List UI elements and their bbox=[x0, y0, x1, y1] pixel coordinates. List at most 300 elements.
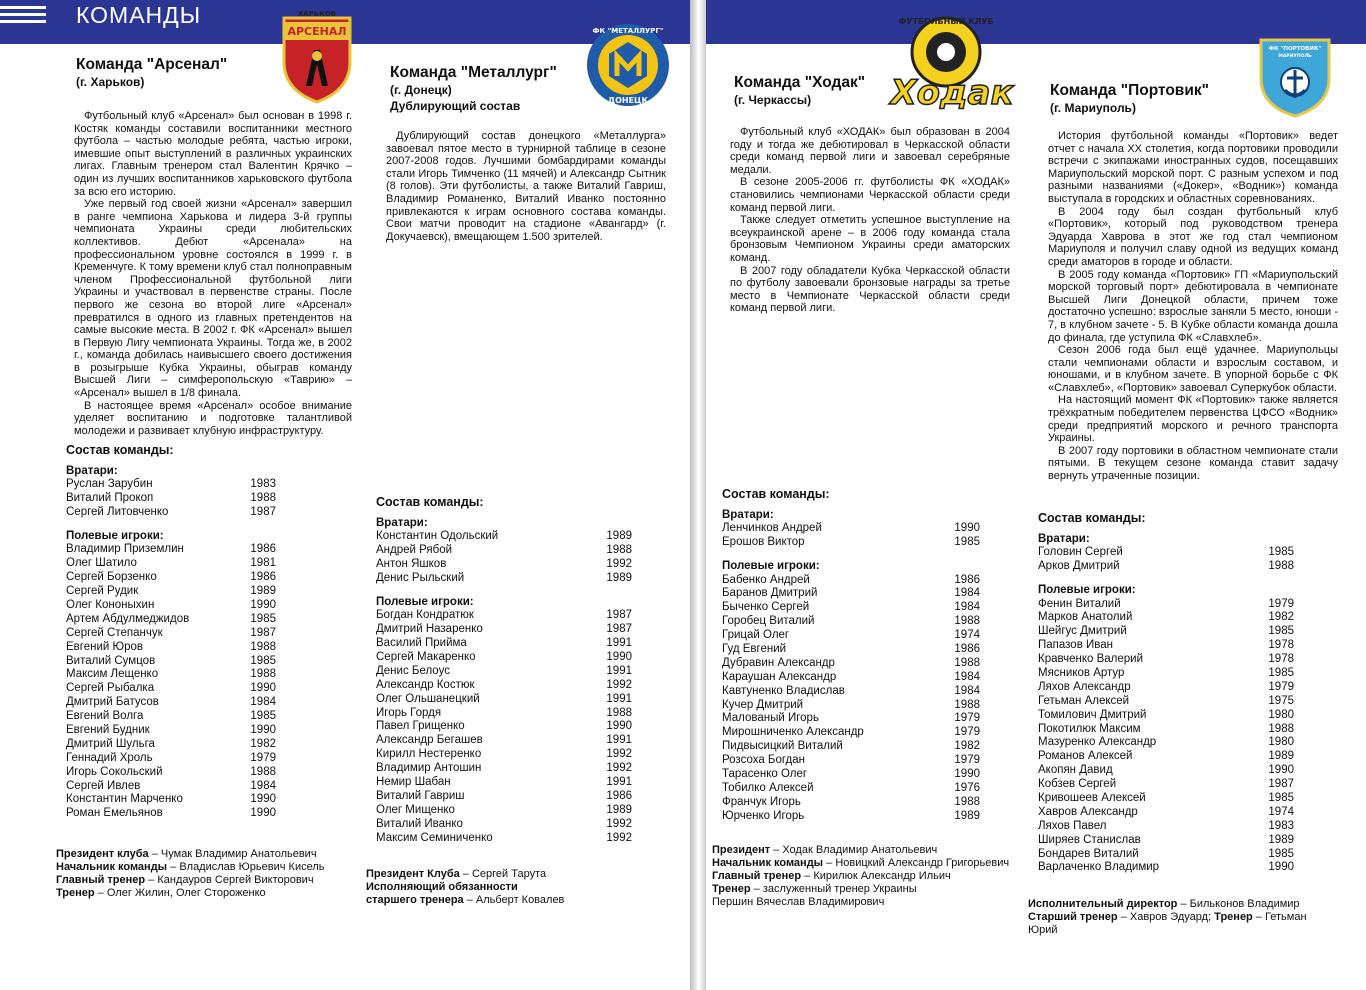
player-name: Максим Семиниченко bbox=[376, 831, 493, 844]
hodak-logo-name: Ходак bbox=[890, 73, 1014, 112]
staff-line bbox=[712, 896, 1022, 909]
player-row bbox=[66, 738, 276, 752]
player-row bbox=[66, 557, 276, 571]
player-year: 1987 bbox=[250, 505, 276, 518]
team-description bbox=[74, 110, 352, 437]
player-name: Кравченко Валерий bbox=[1038, 653, 1143, 666]
player-name: Евгений Волга bbox=[66, 710, 144, 723]
player-year: 1984 bbox=[954, 684, 980, 697]
staff-role: Тренер bbox=[1214, 911, 1253, 923]
team-title: Команда "Металлург" bbox=[390, 64, 557, 81]
player-year: 1988 bbox=[250, 492, 276, 505]
description-paragraph: Футбольный клуб «ХОДАК» был образован в 2004 году и тогда же дебютировал в Черкасской области среди команд первой лиги и завоевал серебряные медали. bbox=[730, 126, 1010, 176]
player-year: 1989 bbox=[606, 803, 632, 816]
player-year: 1979 bbox=[954, 754, 980, 767]
description-paragraph: В настоящее время «Арсенал» особое внимание уделяет воспитанию и подготовке талантливой молодежи и развивает клубную инфраструктуру. bbox=[74, 399, 352, 437]
player-year: 1976 bbox=[954, 781, 980, 794]
player-row bbox=[1038, 834, 1294, 848]
portovik-logo bbox=[1257, 34, 1333, 118]
staff-role: старшего тренера bbox=[366, 894, 464, 906]
player-name: Виталий Иванко bbox=[376, 817, 463, 830]
player-name: Дмитрий Назаренко bbox=[376, 623, 483, 636]
description-paragraph: Также следует отметить успешное выступление на всеукраинской арене – в 2006 году команда стала бронзовым Чемпионом Украины среди аматорских команд. bbox=[730, 214, 1010, 264]
player-name: Кривошеев Алексей bbox=[1038, 792, 1146, 805]
player-row bbox=[722, 782, 980, 796]
player-row bbox=[376, 637, 632, 651]
staff-line: Главный тренер – Кирилюк Александр Ильич bbox=[712, 870, 951, 882]
player-name: Бабенко Андрей bbox=[722, 573, 810, 586]
player-year: 1975 bbox=[1268, 694, 1294, 707]
player-name: Сергей Ивлев bbox=[66, 779, 141, 792]
staff-role: Главный тренер bbox=[712, 870, 802, 882]
team-description bbox=[386, 130, 666, 243]
player-row bbox=[66, 641, 276, 655]
player-name: Евгений Юров bbox=[66, 640, 144, 653]
player-year: 1987 bbox=[606, 609, 632, 622]
player-name: Малованый Игорь bbox=[722, 712, 819, 725]
player-year: 1983 bbox=[250, 478, 276, 491]
player-row bbox=[1038, 764, 1294, 778]
player-year: 1990 bbox=[250, 793, 276, 806]
player-row bbox=[1038, 546, 1294, 560]
player-year: 1978 bbox=[1268, 639, 1294, 652]
player-row bbox=[376, 623, 632, 637]
player-row bbox=[1038, 681, 1294, 695]
player-row bbox=[722, 796, 980, 810]
staff-name: Ходак Владимир Анатольевич bbox=[782, 844, 938, 856]
player-year: 1983 bbox=[1268, 819, 1294, 832]
player-year: 1992 bbox=[606, 748, 632, 761]
staff-line: Исполнительный директор – Бильконов Владимир bbox=[1028, 898, 1300, 910]
player-row bbox=[66, 627, 276, 641]
player-name: Денис Белоус bbox=[376, 664, 450, 677]
player-row bbox=[722, 768, 980, 782]
player-row bbox=[722, 536, 980, 550]
player-name: Сергей Макаренко bbox=[376, 651, 476, 664]
staff-list bbox=[366, 868, 676, 907]
player-year: 1988 bbox=[954, 698, 980, 711]
player-row bbox=[376, 609, 632, 623]
player-row bbox=[1038, 792, 1294, 806]
player-year: 1990 bbox=[250, 682, 276, 695]
player-row bbox=[722, 615, 980, 629]
player-year: 1988 bbox=[1268, 560, 1294, 573]
metallurg-logo bbox=[585, 22, 671, 108]
player-name: Горобец Виталий bbox=[722, 615, 815, 628]
player-year: 1991 bbox=[606, 734, 632, 747]
player-row bbox=[1038, 848, 1294, 862]
player-year: 1988 bbox=[954, 615, 980, 628]
player-year: 1988 bbox=[1268, 722, 1294, 735]
player-year: 1986 bbox=[954, 643, 980, 656]
player-year: 1981 bbox=[250, 557, 276, 570]
player-row bbox=[1038, 820, 1294, 834]
player-year: 1986 bbox=[250, 543, 276, 556]
team-title: Команда "Портовик" bbox=[1050, 82, 1209, 99]
player-row bbox=[722, 740, 980, 754]
player-year: 1979 bbox=[1268, 597, 1294, 610]
player-name: Богдан Кондратюк bbox=[376, 609, 474, 622]
staff-name: Сергей Тарута bbox=[471, 868, 547, 880]
player-year: 1979 bbox=[250, 751, 276, 764]
squad-heading: Состав команды: bbox=[722, 487, 830, 501]
player-name: Роман Емельянов bbox=[66, 807, 163, 820]
player-row bbox=[376, 832, 632, 846]
squad bbox=[376, 496, 632, 845]
player-row bbox=[66, 696, 276, 710]
player-name: Сергей Степанчук bbox=[66, 626, 163, 639]
player-name: Арков Дмитрий bbox=[1038, 560, 1120, 573]
player-row bbox=[376, 693, 632, 707]
player-row bbox=[1038, 736, 1294, 750]
player-year: 1986 bbox=[954, 573, 980, 586]
staff-role: Президент bbox=[712, 844, 771, 856]
player-name: Владимир Антошин bbox=[376, 762, 482, 775]
player-row bbox=[722, 601, 980, 615]
player-row bbox=[376, 707, 632, 721]
player-row bbox=[722, 629, 980, 643]
player-year: 1974 bbox=[1268, 805, 1294, 818]
player-name: Евгений Будник bbox=[66, 724, 150, 737]
player-year: 1990 bbox=[250, 599, 276, 612]
page-spine bbox=[690, 0, 706, 990]
player-year: 1988 bbox=[954, 656, 980, 669]
player-name: Константин Одольский bbox=[376, 530, 499, 543]
player-name: Пидвысицкий Виталий bbox=[722, 740, 843, 753]
player-year: 1984 bbox=[250, 696, 276, 709]
player-name: Владимир Приземлин bbox=[66, 543, 184, 556]
staff-name: Кандауров Сергей Викторович bbox=[157, 874, 314, 886]
player-name: Виталий Сумцов bbox=[66, 654, 156, 667]
player-name: Артем Абдулмеджидов bbox=[66, 612, 190, 625]
player-name: Юрченко Игорь bbox=[722, 809, 805, 822]
player-name: Розсоха Богдан bbox=[722, 754, 806, 767]
team-city: (г. Харьков) bbox=[76, 75, 145, 89]
player-year: 1985 bbox=[1268, 667, 1294, 680]
description-paragraph: История футбольной команды «Портовик» ведет отчет с начала XX столетия, когда портовики проводили встречи с экипажами иностранных судов, посещавших Мариупольский морской порт. С разным успехом и под разными названиями («Докер», «Водник») команда выступала в городских и областных соревнованиях. bbox=[1048, 130, 1338, 205]
player-row bbox=[1038, 806, 1294, 820]
player-name: Франчук Игорь bbox=[722, 795, 801, 808]
player-name: Немир Шабан bbox=[376, 776, 451, 789]
player-row bbox=[66, 613, 276, 627]
player-year: 1978 bbox=[1268, 653, 1294, 666]
player-row bbox=[722, 726, 980, 740]
player-name: Константин Марченко bbox=[66, 793, 183, 806]
player-name: Баранов Дмитрий bbox=[722, 587, 818, 600]
player-name: Караушан Александр bbox=[722, 670, 837, 683]
player-year: 1985 bbox=[1268, 847, 1294, 860]
staff-line: Тренер – заслуженный тренер Украины bbox=[712, 883, 917, 895]
player-name: Александр Бегашев bbox=[376, 734, 483, 747]
team-city: (г. Мариуполь) bbox=[1050, 101, 1136, 115]
player-name: Сергей Литовченко bbox=[66, 505, 169, 518]
player-name: Геннадий Хроль bbox=[66, 751, 153, 764]
player-row bbox=[722, 643, 980, 657]
player-row bbox=[66, 506, 276, 520]
player-name: Папазов Иван bbox=[1038, 639, 1113, 652]
player-name: Кучер Дмитрий bbox=[722, 698, 804, 711]
staff-line: Тренер – Олег Жилин, Олег Стороженко bbox=[56, 887, 266, 899]
player-name: Денис Рыльский bbox=[376, 571, 465, 584]
player-name: Фенин Виталий bbox=[1038, 597, 1121, 610]
player-year: 1989 bbox=[1268, 833, 1294, 846]
team-city: (г. Черкассы) bbox=[734, 93, 812, 107]
player-year: 1988 bbox=[954, 795, 980, 808]
player-row bbox=[722, 671, 980, 685]
player-year: 1989 bbox=[1268, 750, 1294, 763]
player-name: Дмитрий Шульга bbox=[66, 737, 155, 750]
player-name: Варлаченко Владимир bbox=[1038, 861, 1160, 874]
player-name: Ляхов Павел bbox=[1038, 819, 1107, 832]
player-row bbox=[66, 752, 276, 766]
player-year: 1988 bbox=[250, 668, 276, 681]
player-year: 1984 bbox=[954, 670, 980, 683]
player-year: 1985 bbox=[250, 654, 276, 667]
player-name: Максим Лещенко bbox=[66, 668, 159, 681]
player-year: 1988 bbox=[606, 706, 632, 719]
player-row bbox=[66, 766, 276, 780]
staff-role: Начальник команды bbox=[712, 857, 824, 869]
player-year: 1984 bbox=[250, 779, 276, 792]
player-name: Дмитрий Батусов bbox=[66, 696, 159, 709]
staff-name: заслуженный тренер Украины bbox=[762, 883, 917, 895]
team-title: Команда "Ходак" bbox=[734, 74, 866, 91]
player-year: 1974 bbox=[954, 629, 980, 642]
player-row bbox=[1038, 560, 1294, 574]
player-year: 1990 bbox=[954, 768, 980, 781]
player-name: Шейгус Дмитрий bbox=[1038, 625, 1127, 638]
player-year: 1989 bbox=[250, 585, 276, 598]
player-row bbox=[722, 699, 980, 713]
team-header bbox=[76, 56, 227, 90]
player-row bbox=[722, 712, 980, 726]
team-title: Команда "Арсенал" bbox=[76, 56, 228, 73]
squad-heading: Состав команды: bbox=[66, 443, 174, 457]
player-year: 1987 bbox=[250, 626, 276, 639]
portovik-logo-name: ФК "ПОРТОВИК" bbox=[1268, 46, 1322, 52]
description-paragraph: В 2005 году команда «Портовик» ГП «Мариупольский морской торговый порт» дебютировала в чемпионате Высшей Лиги Донецкой области, причем тоже достаточно успешно: взрослые заняли 5 место, юноши - 7, в клубном зачете - 5. В Кубке области команда дошла до финала, где уступила ФК «Славхлеб». bbox=[1048, 268, 1338, 344]
staff-name: Бильконов Владимир bbox=[1189, 898, 1300, 910]
player-name: Павел Грищенко bbox=[376, 720, 465, 733]
player-name: Хавров Александр bbox=[1038, 805, 1138, 818]
staff-line: Президент – Ходак Владимир Анатольевич bbox=[712, 844, 938, 856]
player-row bbox=[66, 682, 276, 696]
goalkeepers-label: Вратари: bbox=[722, 508, 774, 521]
team-description bbox=[1048, 130, 1338, 483]
portovik-logo-city: МАРИУПОЛЬ bbox=[1278, 54, 1312, 59]
player-name: Сергей Рудик bbox=[66, 585, 139, 598]
player-row bbox=[722, 522, 980, 536]
player-year: 1980 bbox=[1268, 708, 1294, 721]
player-name: Тарасенко Олег bbox=[722, 768, 808, 781]
staff-role: Главный тренер bbox=[56, 874, 146, 886]
player-year: 1990 bbox=[250, 724, 276, 737]
field-players-label: Полевые игроки: bbox=[722, 559, 820, 572]
player-year: 1991 bbox=[606, 664, 632, 677]
player-year: 1991 bbox=[606, 637, 632, 650]
player-row bbox=[376, 572, 632, 586]
player-name: Виталий Прокоп bbox=[66, 492, 154, 505]
staff-line: Начальник команды – Владислав Юрьевич Кисель bbox=[56, 861, 325, 873]
staff-role: Тренер bbox=[712, 883, 751, 895]
team-header bbox=[1050, 82, 1209, 116]
staff-line: Начальник команды – Новицкий Александр Григорьевич bbox=[712, 857, 1010, 869]
player-name: Олег Мищенко bbox=[376, 803, 455, 816]
player-year: 1985 bbox=[1268, 546, 1294, 559]
player-year: 1979 bbox=[954, 712, 980, 725]
player-row bbox=[66, 585, 276, 599]
player-name: Ляхов Александр bbox=[1038, 680, 1131, 693]
player-year: 1989 bbox=[606, 530, 632, 543]
player-row bbox=[376, 748, 632, 762]
player-row bbox=[1038, 611, 1294, 625]
player-row bbox=[66, 807, 276, 821]
description-paragraph: Сезон 2006 года был ещё удачнее. Мариупольцы стали чемпионами области и взрослым составом, и юношами, и в клубном зачете. В упорной борьбе с ФК «Славхлеб», «Портовик» завоевал Суперкубок области. bbox=[1048, 344, 1338, 394]
staff-name: Хавров Эдуард; bbox=[1129, 911, 1215, 923]
staff-list bbox=[712, 844, 1022, 909]
player-row bbox=[376, 720, 632, 734]
staff-name: Першин Вячеслав Владимирович bbox=[712, 896, 885, 908]
player-row bbox=[66, 655, 276, 669]
player-year: 1985 bbox=[1268, 792, 1294, 805]
staff-name: Новицкий Александр Григорьевич bbox=[835, 857, 1010, 869]
team-subtitle: Дублирующий состав bbox=[390, 99, 521, 113]
player-name: Бондарев Виталий bbox=[1038, 847, 1139, 860]
player-name: Кобзев Сергей bbox=[1038, 778, 1117, 791]
player-year: 1987 bbox=[1268, 778, 1294, 791]
player-name: Грицай Олег bbox=[722, 629, 790, 642]
description-paragraph: В 2004 году был создан футбольный клуб «Портовик», который под руководством тренера Эдуарда Хаврова в этот же год стал чемпионом Мариуполя и получил славу одной из ведущих команд среди аматоров в городе и области. bbox=[1048, 205, 1338, 268]
staff-role: Начальник команды bbox=[56, 861, 168, 873]
player-name: Гуд Евгений bbox=[722, 643, 787, 656]
page-title: КОМАНДЫ bbox=[76, 2, 202, 28]
team-header bbox=[390, 64, 557, 114]
metallurg-logo-city: ДОНЕЦК bbox=[607, 96, 649, 105]
description-paragraph: Футбольный клуб «Арсенал» был основан в 1998 г. Костяк команды составили воспитанники местного футбола – частью молодые ребята, частью игроки, имевшие опыт выступлений в различных украинских лигах. Главным тренером стал Валентин Крячко – один из лучших воспитанников харьковского футбола за всю его историю. bbox=[74, 110, 352, 198]
player-row bbox=[1038, 750, 1294, 764]
player-row bbox=[66, 668, 276, 682]
field-players-label: Полевые игроки: bbox=[1038, 583, 1136, 596]
player-row bbox=[722, 574, 980, 588]
staff-line: Президент Клуба – Сергей Тарута bbox=[366, 868, 547, 880]
player-name: Андрей Рябой bbox=[376, 544, 453, 557]
staff-role: Президент Клуба bbox=[366, 868, 460, 880]
description-paragraph: На настоящий момент ФК «Портовик» также является трёхкратным победителем первенства ЦФСО «Водник» среди предприятий морского и речного транспорта Украины. bbox=[1048, 394, 1338, 445]
player-name: Тобилко Алексей bbox=[722, 781, 814, 794]
team-city: (г. Донецк) bbox=[390, 83, 452, 97]
player-year: 1990 bbox=[606, 720, 632, 733]
staff-line: старшего тренера – Альберт Ковалев bbox=[366, 894, 565, 906]
staff-list bbox=[56, 848, 366, 900]
player-year: 1988 bbox=[250, 640, 276, 653]
player-year: 1992 bbox=[606, 557, 632, 570]
description-paragraph: В 2007 году портовики в областном чемпионате стали пятыми. В текущем сезоне команда ставит задачу вернуть утраченные позиции. bbox=[1048, 444, 1338, 483]
player-year: 1980 bbox=[1268, 736, 1294, 749]
player-year: 1988 bbox=[250, 765, 276, 778]
player-name: Кирилл Нестеренко bbox=[376, 748, 482, 761]
staff-line: Старший тренер – Хавров Эдуард; Тренер – Гетьман Юрий bbox=[1028, 911, 1307, 936]
player-name: Игорь Гордя bbox=[376, 706, 442, 719]
player-name: Кавтуненко Владислав bbox=[722, 684, 845, 697]
description-paragraph: Уже первый год своей жизни «Арсенал» завершил в ранге чемпиона Харькова и лидера 3-й группы чемпионата Украины среди любительских коллективов. Дебют «Арсенала» на профессиональном уровне состоялся в 1999 г. в Кременчуге. К тому времени клуб стал полноправным членом Профессиональной футбольной лиги Украины и участвовал в первенстве страны. После первого же сезона во второй лиге «Арсенал» превратился в одного из главных претендентов на самые высокие места. В 2002 г. ФК «Арсенал» вышел в Первую Лигу чемпионата Украины. Тогда же, в 2002 г., команда добилась наивысшего своего достижения в розыгрыше Кубка Украины, обыграв команду Высшей Лиги – симферопольскую «Таврию» – «Арсенал» вышел в 1/8 финала. bbox=[74, 198, 352, 400]
player-year: 1982 bbox=[250, 737, 276, 750]
player-year: 1984 bbox=[954, 587, 980, 600]
hodak-logo-club: ФУТБОЛЬНЫЙ КЛУБ bbox=[898, 17, 994, 26]
goalkeepers-label: Вратари: bbox=[376, 516, 428, 529]
player-row bbox=[66, 724, 276, 738]
player-name: Олег Кононыхин bbox=[66, 599, 155, 612]
player-row bbox=[376, 530, 632, 544]
player-name: Антон Яшков bbox=[376, 557, 447, 570]
description-paragraph: В 2007 году обладатели Кубка Черкасской области по футболу завоевали бронзовые награды за третье место в Чемпионате Черкасской области среди команд первой лиги. bbox=[730, 264, 1010, 315]
player-name: Игорь Сокольский bbox=[66, 765, 163, 778]
menu-lines-icon bbox=[0, 6, 48, 30]
player-row bbox=[376, 734, 632, 748]
staff-name: Олег Жилин, Олег Стороженко bbox=[106, 887, 266, 899]
squad-heading: Состав команды: bbox=[1038, 511, 1146, 525]
player-year: 1992 bbox=[606, 817, 632, 830]
player-name: Виталий Гавриш bbox=[376, 789, 465, 802]
staff-line: Президент клуба – Чумак Владимир Анатольевич bbox=[56, 848, 317, 860]
player-row bbox=[376, 776, 632, 790]
field-players-label: Полевые игроки: bbox=[66, 529, 164, 542]
player-year: 1991 bbox=[606, 776, 632, 789]
player-row bbox=[1038, 639, 1294, 653]
squad-heading: Состав команды: bbox=[376, 495, 484, 509]
player-row bbox=[66, 710, 276, 724]
player-name: Головин Сергей bbox=[1038, 546, 1123, 559]
staff-name: Кирилюк Александр Ильич bbox=[813, 870, 951, 882]
player-row bbox=[1038, 695, 1294, 709]
player-name: Мирошниченко Александр bbox=[722, 726, 864, 739]
player-row bbox=[722, 810, 980, 824]
player-name: Дубравин Александр bbox=[722, 656, 835, 669]
player-row bbox=[1038, 653, 1294, 667]
description-paragraph: Дублирующий состав донецкого «Металлурга» завоевал пятое место в турнирной таблице в сезоне 2007-2008 годов. Лучшими бомбардирами команды стали Игорь Тимченко (11 мячей) и Александр Сытник (8 голов). Эти футболисты, а также Виталий Гавриш, Владимир Романенко, Виталий Иванко постоянно привлекаются к играм основного состава команды. Свои матчи проводит на стадионе «Авангард» (г. Докучаевск), вмещающем 1.500 зрителей. bbox=[386, 130, 666, 243]
team-header bbox=[734, 74, 865, 108]
player-name: Руслан Зарубин bbox=[66, 478, 153, 491]
player-year: 1985 bbox=[1268, 625, 1294, 638]
staff-name: Чумак Владимир Анатольевич bbox=[160, 848, 317, 860]
player-row bbox=[722, 657, 980, 671]
player-row bbox=[66, 478, 276, 492]
player-year: 1990 bbox=[1268, 861, 1294, 874]
staff-name: Владислав Юрьевич Кисель bbox=[179, 861, 325, 873]
player-row bbox=[376, 818, 632, 832]
player-year: 1990 bbox=[954, 522, 980, 535]
player-row bbox=[1038, 861, 1294, 875]
staff-role: Старший тренер bbox=[1028, 911, 1118, 923]
player-year: 1984 bbox=[954, 601, 980, 614]
player-name: Быченко Сергей bbox=[722, 601, 810, 614]
staff-role: Исполнительный директор bbox=[1028, 898, 1178, 910]
staff-role: Тренер bbox=[56, 887, 95, 899]
squad bbox=[66, 444, 276, 821]
goalkeepers-label: Вратари: bbox=[1038, 532, 1090, 545]
player-year: 1989 bbox=[954, 809, 980, 822]
player-year: 1991 bbox=[606, 692, 632, 705]
player-year: 1990 bbox=[1268, 764, 1294, 777]
player-row bbox=[1038, 709, 1294, 723]
player-name: Гетьман Алексей bbox=[1038, 694, 1130, 707]
player-row bbox=[376, 665, 632, 679]
player-name: Покотилюк Максим bbox=[1038, 722, 1141, 735]
player-name: Акопян Давид bbox=[1038, 764, 1113, 777]
player-row bbox=[66, 793, 276, 807]
player-row bbox=[722, 685, 980, 699]
player-name: Олег Шатило bbox=[66, 557, 137, 570]
player-year: 1982 bbox=[1268, 611, 1294, 624]
